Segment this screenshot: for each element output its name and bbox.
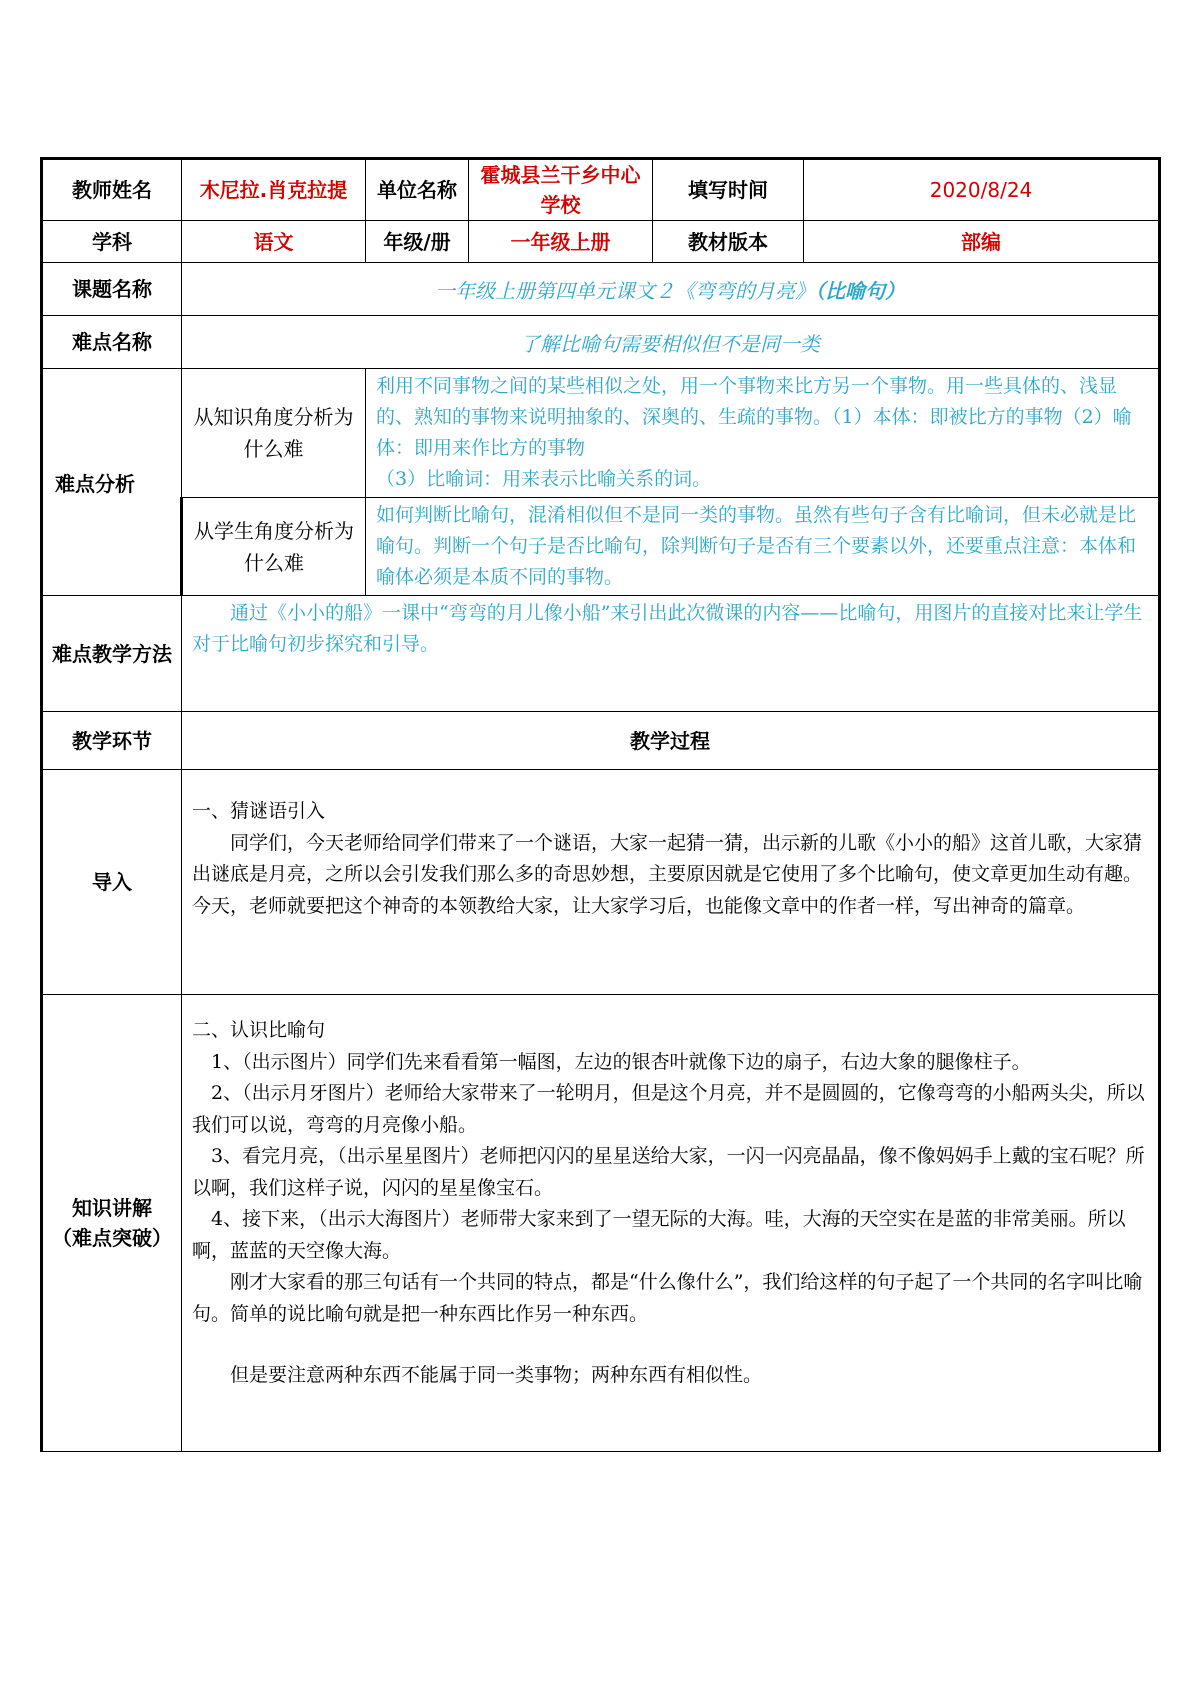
process-header-row — [42, 712, 1160, 770]
knowledge-label-line1: 知识讲解 — [72, 1196, 152, 1220]
date-label: 填写时间 — [653, 159, 804, 221]
header-row-1 — [42, 159, 1160, 221]
knowledge-angle-label — [182, 369, 366, 498]
knowledge-spacer — [192, 1330, 1148, 1360]
date-value: 2020/8/24 — [804, 159, 1160, 221]
process-label: 教学过程 — [182, 712, 1160, 770]
unit-value-line2: 学校 — [540, 193, 581, 217]
knowledge-angle-text — [366, 369, 1160, 498]
method-text: 通过《小小的船》一课中“弯弯的月儿像小船”来引出此次微课的内容——比喻句，用图片的直接对比来让学生对于比喻句初步探究和引导。 — [182, 596, 1160, 712]
topic-value — [182, 263, 1160, 316]
knowledge-item-2: 2、（出示月牙图片）老师给大家带来了一轮明月，但是这个月亮，并不是圆圆的，它像弯弯的小船两头尖，所以我们可以说，弯弯的月亮像小船。 — [192, 1082, 1145, 1136]
edition-label: 教材版本 — [653, 221, 804, 263]
unit-value — [469, 159, 653, 221]
knowledge-content — [182, 995, 1160, 1452]
intro-heading: 一、猜谜语引入 — [192, 800, 326, 822]
topic-label: 课题名称 — [42, 263, 182, 316]
teacher-label: 教师姓名 — [42, 159, 182, 221]
knowledge-label — [42, 995, 182, 1452]
knowledge-summary: 刚才大家看的那三句话有一个共同的特点，都是“什么像什么”，我们给这样的句子起了一个共同的名字叫比喻句。简单的说比喻句就是把一种东西比作另一种东西。 — [192, 1271, 1143, 1325]
knowledge-item-4: 4、接下来，（出示大海图片）老师带大家来到了一望无际的大海。哇，大海的天空实在是蓝的非常美丽。所以啊，蓝蓝的天空像大海。 — [192, 1208, 1126, 1262]
header-row-2 — [42, 221, 1160, 263]
knowledge-angle-label-line2: 什么难 — [243, 437, 304, 461]
method-label: 难点教学方法 — [42, 596, 182, 712]
teacher-value: 木尼拉.肖克拉提 — [182, 159, 366, 221]
topic-value-bold: （比喻句） — [815, 278, 905, 303]
difficulty-row — [42, 316, 1160, 369]
analysis-knowledge-row — [42, 369, 1160, 498]
student-angle-text: 如何判断比喻句，混淆相似但不是同一类的事物。虽然有些句子含有比喻词，但未必就是比喻句。判断一个句子是否比喻句，除判断句子是否有三个要素以外，还要重点注意：本体和喻体必须是本质不同的事物。 — [366, 498, 1160, 596]
method-row — [42, 596, 1160, 712]
knowledge-item-1: 1、（出示图片）同学们先来看看第一幅图，左边的银杏叶就像下边的扇子，右边大象的腿像柱子。 — [211, 1050, 1031, 1073]
student-angle-label-line1: 从学生角度分析为 — [194, 518, 354, 543]
intro-text: 同学们，今天老师给同学们带来了一个谜语，大家一起猜一猜，出示新的儿歌《小小的船》这首儿歌，大家猜出谜底是月亮，之所以会引发我们那么多的奇思妙想，主要原因就是它使用了多个比喻句，使文章更加生动有趣。今天，老师就要把这个神奇的本领教给大家，让大家学习后，也能像文章中的作者一样，写出神奇的篇章。 — [192, 831, 1143, 917]
unit-label: 单位名称 — [366, 159, 469, 221]
knowledge-label-line2: （难点突破） — [52, 1226, 172, 1250]
intro-content — [182, 770, 1160, 995]
knowledge-heading: 二、认识比喻句 — [192, 1019, 326, 1041]
knowledge-item-3: 3、看完月亮，（出示星星图片）老师把闪闪的星星送给大家，一闪一闪亮晶晶，像不像妈妈手上戴的宝石呢？所以啊，我们这样子说，闪闪的星星像宝石。 — [192, 1145, 1145, 1199]
topic-value-main: 一年级上册第四单元课文２《弯弯的月亮》 — [435, 278, 815, 303]
difficulty-label: 难点名称 — [42, 316, 182, 369]
knowledge-row — [42, 995, 1160, 1452]
edition-value: 部编 — [804, 221, 1160, 263]
knowledge-note: 但是要注意两种东西不能属于同一类事物；两种东西有相似性。 — [230, 1364, 763, 1386]
student-angle-label — [182, 498, 366, 596]
unit-value-line1: 霍城县兰干乡中心 — [480, 163, 641, 187]
lesson-plan-table — [40, 157, 1161, 1452]
knowledge-angle-text-1: 利用不同事物之间的某些相似之处，用一个事物来比方另一个事物。用一些具体的、浅显的、熟知的事物来说明抽象的、深奥的、生疏的事物。（1）本体：即被比方的事物（2）喻体：即用来作比方的事物 — [376, 375, 1132, 459]
topic-row — [42, 263, 1160, 316]
intro-label: 导入 — [42, 770, 182, 995]
intro-row — [42, 770, 1160, 995]
grade-value: 一年级上册 — [469, 221, 653, 263]
stage-label: 教学环节 — [42, 712, 182, 770]
knowledge-angle-label-line1: 从知识角度分析为 — [193, 405, 354, 429]
difficulty-value: 了解比喻句需要相似但不是同一类 — [182, 316, 1160, 369]
subject-label: 学科 — [42, 221, 182, 263]
analysis-student-row — [42, 498, 1160, 596]
grade-label: 年级/册 — [366, 221, 469, 263]
analysis-label: 难点分析 — [42, 369, 182, 596]
subject-value: 语文 — [182, 221, 366, 263]
student-angle-label-line2: 什么难 — [244, 550, 304, 575]
knowledge-angle-text-2: （3）比喻词：用来表示比喻关系的词。 — [376, 468, 712, 490]
